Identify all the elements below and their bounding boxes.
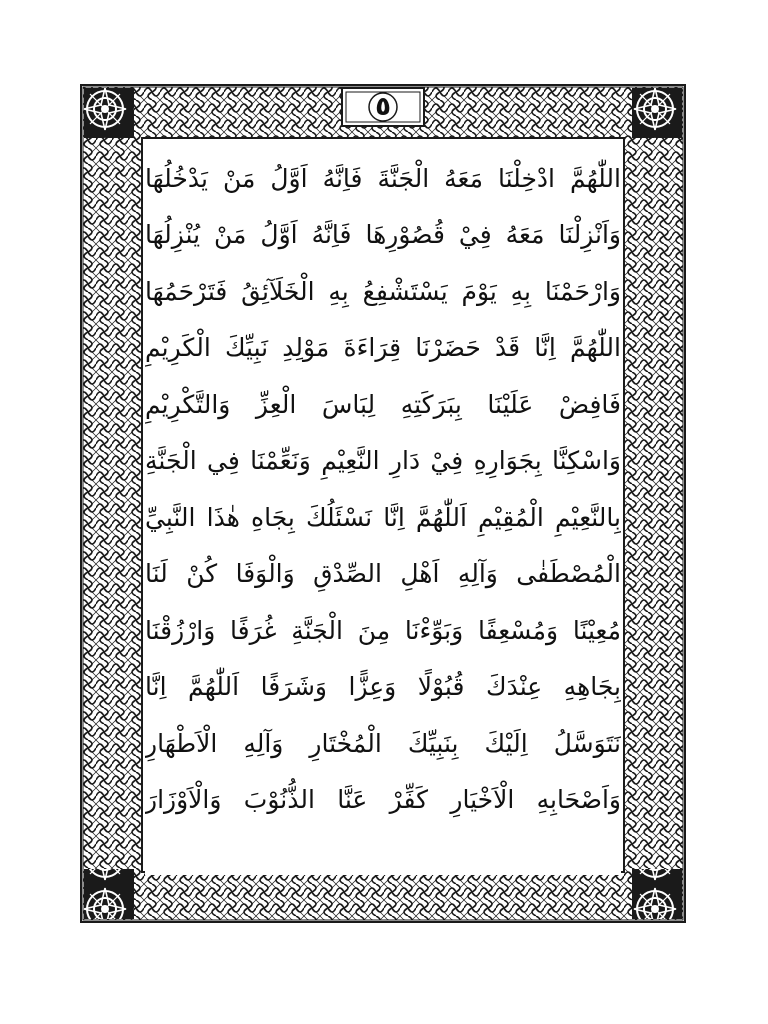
corner-rosette-top-left [84, 88, 134, 138]
verse-line: نَتَوَسَّلُ اِلَيْكَ بِنَبِيِّكَ الْمُخْتَارِ وَآلِهِ الْاَطْهَارِ [145, 728, 621, 758]
verse-line: فَافِضْ عَلَيْنَا بِبَرَكَتِهِ لِبَاسَ الْعِزِّ وَالتَّكْرِيْمِ [145, 389, 621, 419]
verse-line: وَاسْكِنَّا بِجَوَارِهِ فِيْ دَارِ النَّعِيْمِ وَنَعِّمْنَا فِي الْجَنَّةِ [145, 446, 621, 476]
prayer-text-panel [145, 140, 621, 875]
page-number-holder [342, 88, 424, 126]
verse-line: وَارْحَمْنَا بِهِ يَوْمَ يَسْتَشْفِعُ بِهِ الْخَلَآئِقُ فَتَرْحَمُهَا [145, 276, 621, 306]
verse-line: مُعِيْنًا وَمُسْعِفًا وَبَوِّءْنَا مِنَ الْجَنَّةِ غُرَفًا وَارْزُقْنَا [145, 615, 621, 645]
corner-rosette-top-right [632, 88, 682, 138]
corner-rosette-bottom-left [84, 869, 134, 919]
verse-line: بِجَاهِهِ عِنْدَكَ قُبُوْلًا وَعِزًّا وَشَرَفًا اَللّٰهُمَّ اِنَّا [145, 672, 621, 702]
verse-line: وَاَنْزِلْنَا مَعَهُ فِيْ قُصُوْرِهَا فَاِنَّهُ اَوَّلُ مَنْ يُنْزِلُهَا [145, 220, 621, 250]
page-number: ٥ [375, 92, 391, 122]
verse-line: بِالنَّعِيْمِ الْمُقِيْمِ اَللّٰهُمَّ اِنَّا نَسْئَلُكَ بِجَاهِ هٰذَا النَّبِيِّ [145, 502, 621, 532]
verse-line: اللّٰهُمَّ اِنَّا قَدْ حَضَرْنَا قِرَاءَةَ مَوْلِدِ نَبِيِّكَ الْكَرِيْمِ [145, 333, 621, 363]
verse-line: وَاَصْحَابِهِ الْاَخْيَارِ كَفِّرْ عَنَّا الذُّنُوْبَ وَالْاَوْزَارَ [145, 785, 621, 815]
verse-line: الْمُصْطَفٰى وَآلِهِ اَهْلِ الصِّدْقِ وَالْوَفَا كُنْ لَنَا [145, 559, 621, 589]
verse-line: اللّٰهُمَّ ادْخِلْنَا مَعَهُ الْجَنَّةَ فَاِنَّهُ اَوَّلُ مَنْ يَدْخُلُهَا [145, 163, 621, 193]
corner-rosette-bottom-right [632, 869, 682, 919]
verse-list [145, 150, 621, 828]
